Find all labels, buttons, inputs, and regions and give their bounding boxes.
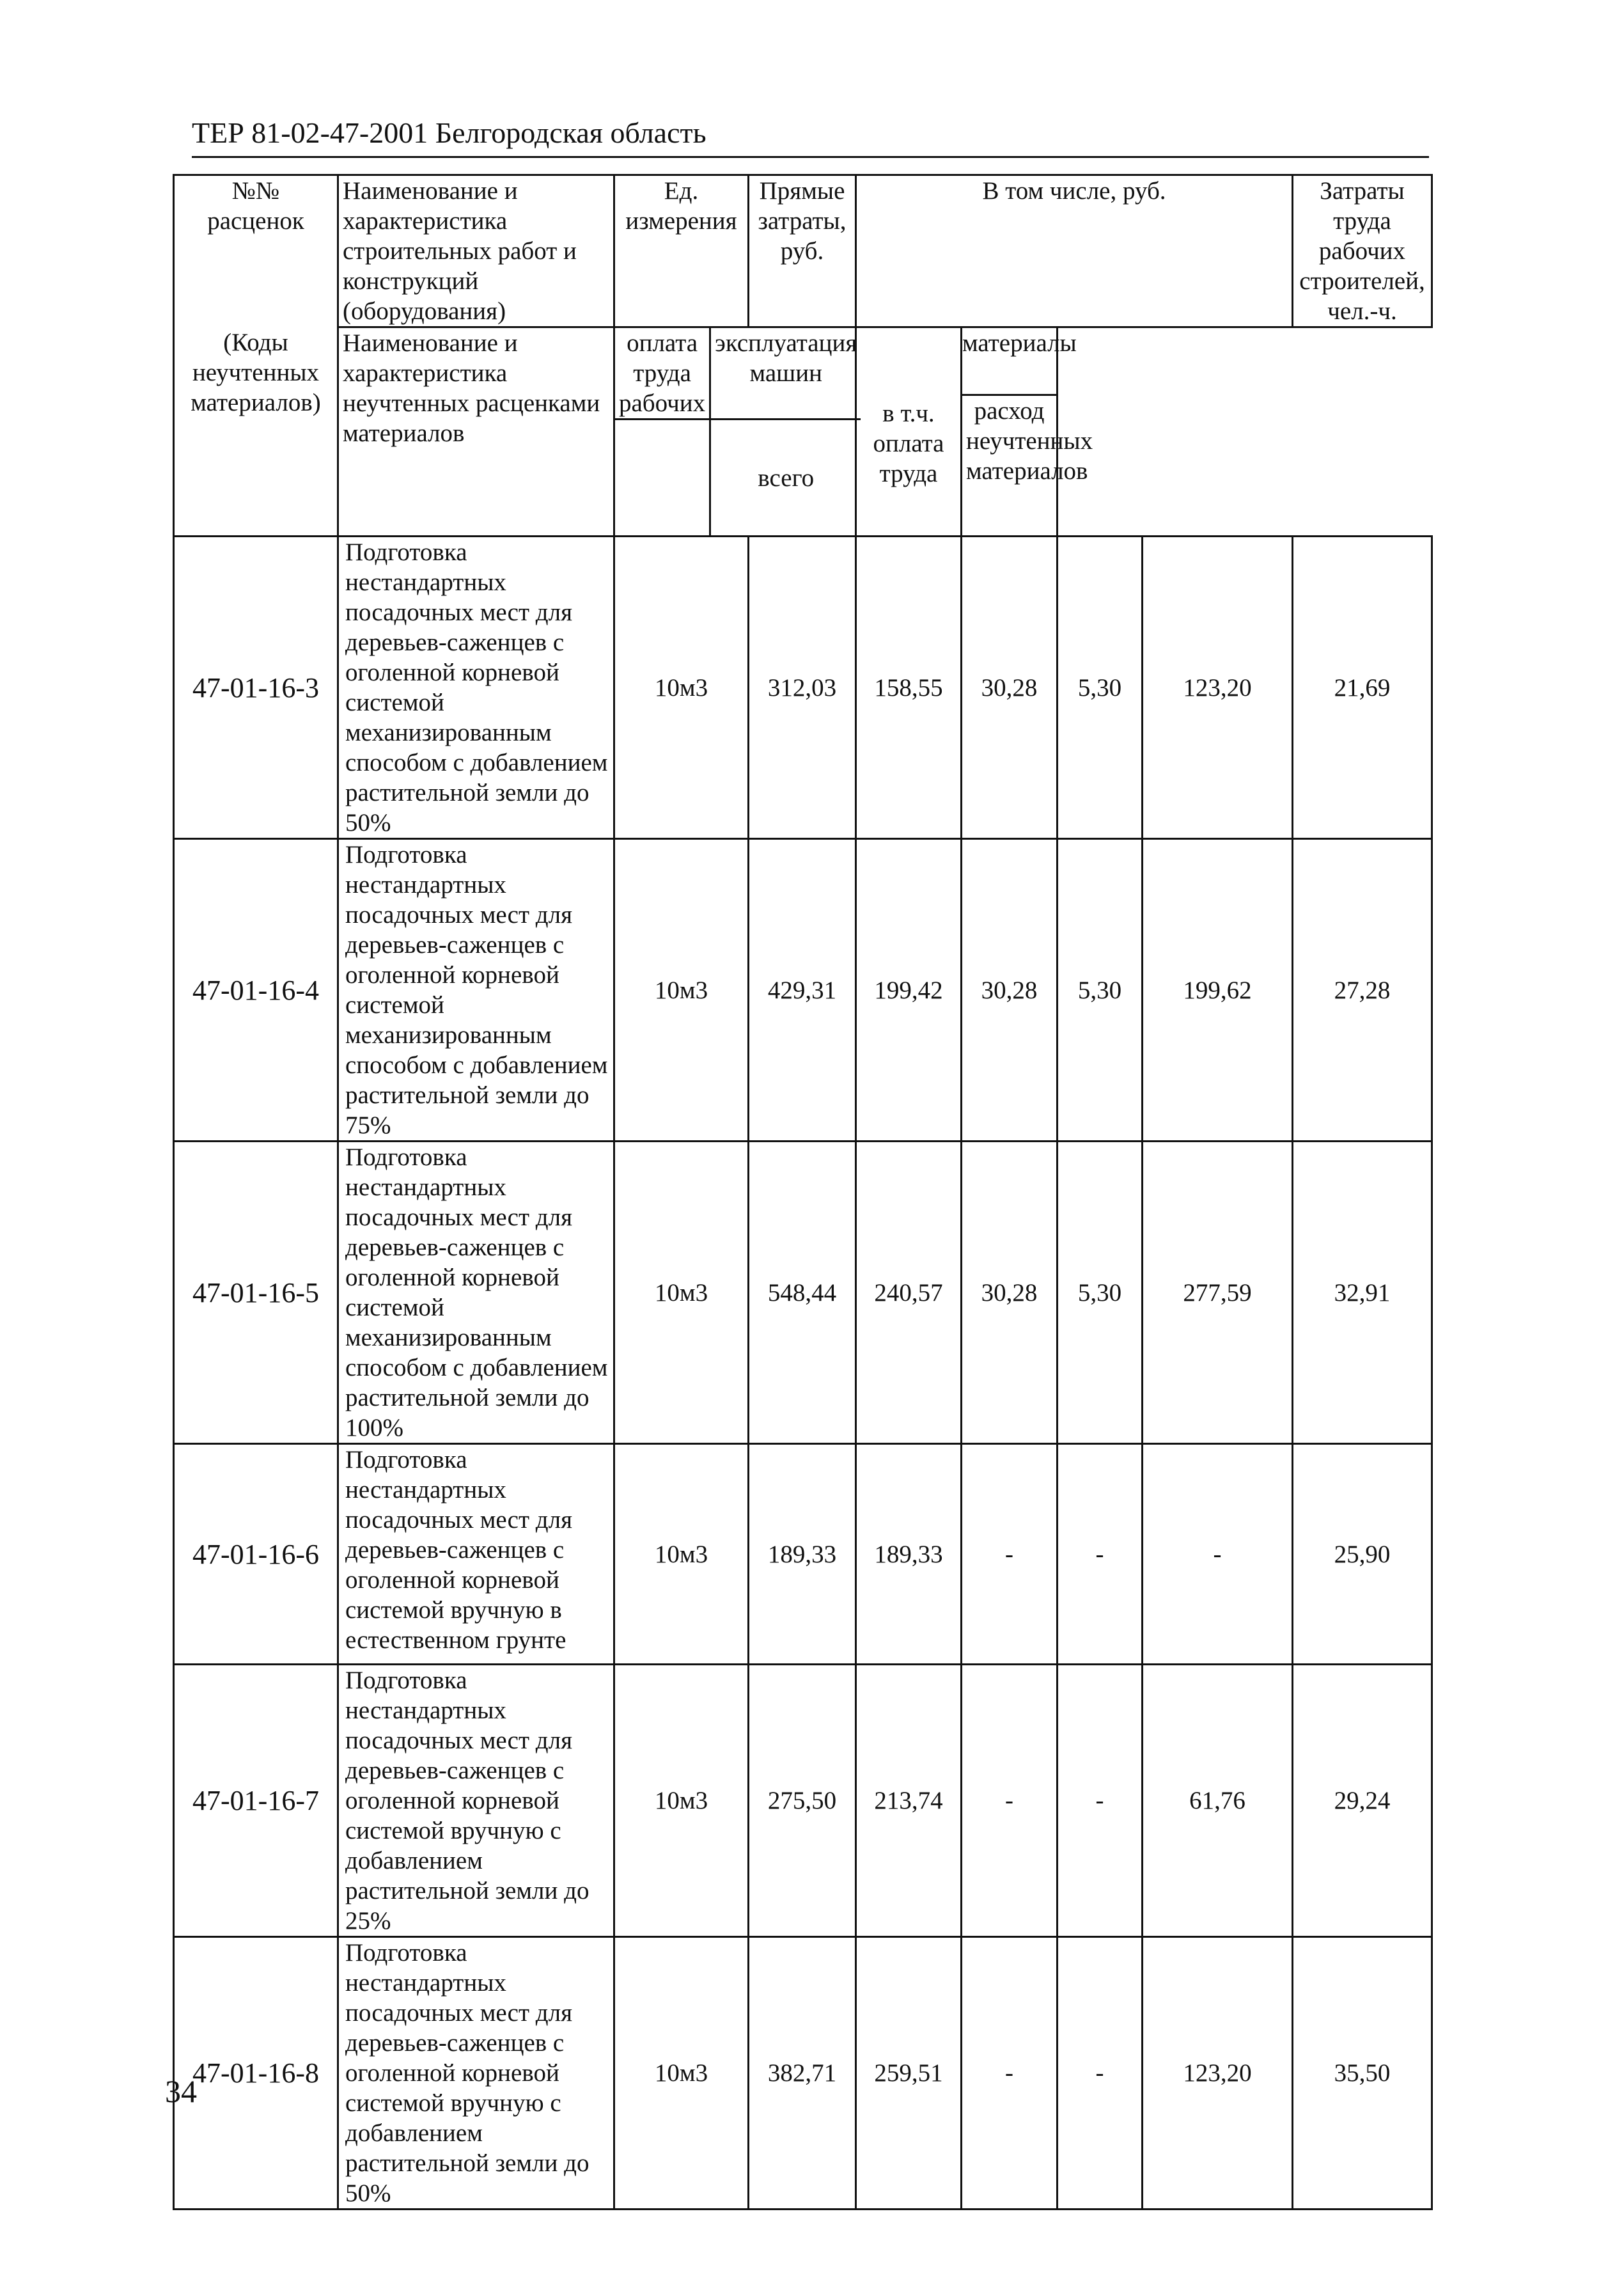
header-rule: [192, 156, 1429, 158]
row-materials: 123,20: [1143, 1937, 1293, 2210]
header-materials-label: материалы: [962, 328, 1056, 396]
table-subheader-row: [174, 327, 1432, 537]
table-header: [174, 175, 1432, 327]
row-materials: 199,62: [1143, 839, 1293, 1142]
row-unit: 10м3: [614, 839, 749, 1142]
header-code-line2: расценок: [207, 207, 304, 235]
row-mach-labor: -: [1058, 1444, 1143, 1665]
header-materials: [962, 327, 1093, 537]
row-direct: 189,33: [749, 1444, 856, 1665]
row-labor: 158,55: [856, 537, 962, 839]
header-machines-total: всего: [758, 464, 815, 492]
row-labor: 240,57: [856, 1142, 962, 1444]
row-code: 47-01-16-7: [174, 1665, 338, 1937]
table-row: [174, 537, 1432, 839]
header-machines-incl: в т.ч. оплата труда: [856, 327, 962, 537]
header-machines: эксплуатация машин: [710, 328, 861, 420]
rates-table: [173, 174, 1433, 2210]
row-mach-total: 30,28: [962, 1142, 1058, 1444]
row-materials: 123,20: [1143, 537, 1293, 839]
header-materials-alt: расход неучтенных материалов: [966, 397, 1093, 485]
row-hours: 29,24: [1293, 1665, 1432, 1937]
row-labor: 189,33: [856, 1444, 962, 1665]
row-hours: 32,91: [1293, 1142, 1432, 1444]
table-row: [174, 1444, 1432, 1665]
row-mach-total: -: [962, 1444, 1058, 1665]
header-labor-hours: Затраты труда рабочих строителей, чел.-ч.: [1293, 175, 1432, 327]
row-hours: 25,90: [1293, 1444, 1432, 1665]
row-direct: 548,44: [749, 1142, 856, 1444]
row-code: 47-01-16-8: [174, 1937, 338, 2210]
row-hours: 27,28: [1293, 839, 1432, 1142]
row-name: Подготовка нестандартных посадочных мест для деревьев-саженцев с оголенной корневой системой вручную с добавлением растительной земли до 25%: [338, 1665, 614, 1937]
header-labor-pay: оплата труда рабочих: [615, 328, 710, 420]
row-unit: 10м3: [614, 1937, 749, 2210]
row-unit: 10м3: [614, 537, 749, 839]
row-labor: 259,51: [856, 1937, 962, 2210]
row-labor: 213,74: [856, 1665, 962, 1937]
row-mach-labor: 5,30: [1058, 839, 1143, 1142]
row-unit: 10м3: [614, 1142, 749, 1444]
row-materials: 277,59: [1143, 1142, 1293, 1444]
row-code: 47-01-16-4: [174, 839, 338, 1142]
row-unit: 10м3: [614, 1444, 749, 1665]
page-header: ТЕР 81-02-47-2001 Белгородская область: [192, 116, 707, 149]
row-code: 47-01-16-3: [174, 537, 338, 839]
row-mach-total: -: [962, 1937, 1058, 2210]
row-hours: 21,69: [1293, 537, 1432, 839]
row-mach-labor: -: [1058, 1937, 1143, 2210]
table-row: [174, 1665, 1432, 1937]
row-direct: 382,71: [749, 1937, 856, 2210]
header-code-alt: (Коды неучтенных материалов): [174, 327, 338, 537]
header-name: Наименование и характеристика строительных работ и конструкций (оборудования): [338, 175, 614, 327]
table-row: [174, 1142, 1432, 1444]
row-mach-labor: 5,30: [1058, 537, 1143, 839]
row-direct: 429,31: [749, 839, 856, 1142]
row-name: Подготовка нестандартных посадочных мест для деревьев-саженцев с оголенной корневой системой механизированным способом с добавлением растительной земли до 100%: [338, 1142, 614, 1444]
table-row: [174, 1937, 1432, 2210]
row-materials: 61,76: [1143, 1665, 1293, 1937]
row-labor: 199,42: [856, 839, 962, 1142]
row-hours: 35,50: [1293, 1937, 1432, 2210]
row-direct: 312,03: [749, 537, 856, 839]
row-mach-labor: -: [1058, 1665, 1143, 1937]
header-unit: Ед. измерения: [614, 175, 749, 327]
row-code: 47-01-16-6: [174, 1444, 338, 1665]
row-mach-total: -: [962, 1665, 1058, 1937]
row-materials: -: [1143, 1444, 1293, 1665]
row-unit: 10м3: [614, 1665, 749, 1937]
page-number: 34: [165, 2073, 197, 2109]
row-name: Подготовка нестандартных посадочных мест для деревьев-саженцев с оголенной корневой системой вручную в естественном грунте: [338, 1444, 614, 1665]
row-mach-total: 30,28: [962, 537, 1058, 839]
table-row: [174, 839, 1432, 1142]
row-name: Подготовка нестандартных посадочных мест для деревьев-саженцев с оголенной корневой системой механизированным способом с добавлением растительной земли до 75%: [338, 839, 614, 1142]
row-code: 47-01-16-5: [174, 1142, 338, 1444]
header-direct: Прямые затраты, руб.: [749, 175, 856, 327]
header-code: [174, 175, 338, 327]
header-code-line1: №№: [231, 177, 280, 205]
row-direct: 275,50: [749, 1665, 856, 1937]
row-name: Подготовка нестандартных посадочных мест для деревьев-саженцев с оголенной корневой системой механизированным способом с добавлением растительной земли до 50%: [338, 537, 614, 839]
header-name-alt: Наименование и характеристика неучтенных расценками материалов: [338, 327, 614, 537]
row-name: Подготовка нестандартных посадочных мест для деревьев-саженцев с оголенной корневой системой вручную с добавлением растительной земли до 50%: [338, 1937, 614, 2210]
header-incl: В том числе, руб.: [856, 175, 1293, 327]
row-mach-labor: 5,30: [1058, 1142, 1143, 1444]
row-mach-total: 30,28: [962, 839, 1058, 1142]
